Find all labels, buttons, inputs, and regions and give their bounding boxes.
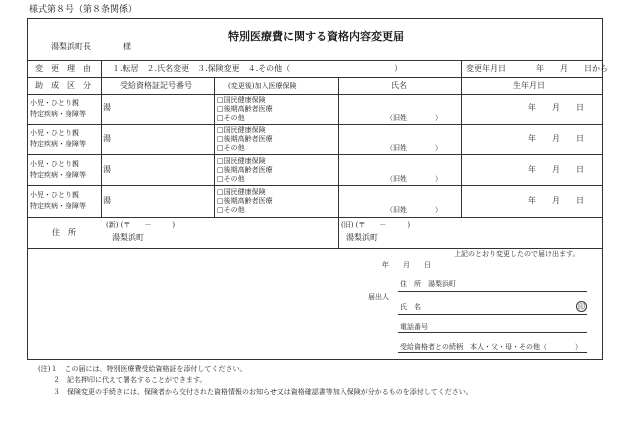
divider-line xyxy=(28,60,602,61)
divider-line xyxy=(461,60,462,77)
insurance-elderly-checkbox[interactable]: □後期高齢者医療 xyxy=(217,197,273,205)
underline xyxy=(398,332,587,333)
header-birthdate: 生年月日 xyxy=(513,81,545,90)
address-label: 住 所 xyxy=(52,228,76,237)
declaration-date-field[interactable]: 年 月 日 xyxy=(382,261,431,269)
cert-number-field[interactable]: 湯 xyxy=(103,196,111,205)
divider-line xyxy=(28,154,602,155)
old-postal-field[interactable]: (旧) (〒 － ) xyxy=(341,221,411,229)
row-category-2: 特定疾病・身障等 xyxy=(30,110,86,118)
row-category-1: 小児・ひとり親 xyxy=(30,191,79,199)
header-category: 助 成 区 分 xyxy=(35,81,91,90)
header-certificate: 受給資格証記号番号 xyxy=(120,81,192,90)
new-address-field[interactable]: 湯梨浜町 xyxy=(112,233,144,242)
divider-line xyxy=(28,185,602,186)
underline xyxy=(398,291,587,292)
birthdate-field[interactable]: 年 月 日 xyxy=(528,103,584,112)
divider-line xyxy=(28,217,602,218)
insurance-other-checkbox[interactable]: □その他 xyxy=(217,144,245,152)
phone-label: 電話番号 xyxy=(400,323,428,331)
note-2: ２ 記名押印に代えて署名することができます。 xyxy=(53,376,207,384)
row-category-2: 特定疾病・身障等 xyxy=(30,202,86,210)
divider-line xyxy=(101,77,102,217)
relationship-field[interactable]: 受給資格者との続柄 本人・父・母・その他（ ） xyxy=(400,343,582,351)
insurance-national-checkbox[interactable]: □国民健康保険 xyxy=(217,126,266,134)
seal-mark: 印 xyxy=(578,303,585,311)
reason-label: 変 更 理 由 xyxy=(35,64,91,73)
divider-line xyxy=(461,77,462,217)
row-category-2: 特定疾病・身障等 xyxy=(30,171,86,179)
former-name-field[interactable]: （旧姓 ） xyxy=(386,206,442,214)
divider-line xyxy=(28,94,602,95)
insurance-elderly-checkbox[interactable]: □後期高齢者医療 xyxy=(217,135,273,143)
cert-number-field[interactable]: 湯 xyxy=(103,134,111,143)
applicant-label: 届出人 xyxy=(368,293,389,301)
form-reference: 様式第８号（第８条関係） xyxy=(29,5,138,15)
former-name-field[interactable]: （旧姓 ） xyxy=(386,114,442,122)
old-address-field[interactable]: 湯梨浜町 xyxy=(346,233,378,242)
form-title: 特別医療費に関する資格内容変更届 xyxy=(228,30,404,43)
birthdate-field[interactable]: 年 月 日 xyxy=(528,134,584,143)
insurance-other-checkbox[interactable]: □その他 xyxy=(217,114,245,122)
row-category-1: 小児・ひとり親 xyxy=(30,99,79,107)
insurance-other-checkbox[interactable]: □その他 xyxy=(217,175,245,183)
divider-line xyxy=(338,77,339,248)
underline xyxy=(398,352,587,353)
birthdate-field[interactable]: 年 月 日 xyxy=(528,196,584,205)
birthdate-field[interactable]: 年 月 日 xyxy=(528,165,584,174)
former-name-field[interactable]: （旧姓 ） xyxy=(386,175,442,183)
insurance-national-checkbox[interactable]: □国民健康保険 xyxy=(217,188,266,196)
header-name: 氏名 xyxy=(391,81,407,90)
divider-line xyxy=(28,124,602,125)
row-category-1: 小児・ひとり親 xyxy=(30,129,79,137)
header-insurance: (変更後)加入医療保険 xyxy=(228,82,297,90)
cert-number-field[interactable]: 湯 xyxy=(103,165,111,174)
change-date-label: 変更年月日 xyxy=(466,64,506,73)
applicant-address-label: 住 所 xyxy=(400,280,421,288)
cert-number-field[interactable]: 湯 xyxy=(103,103,111,112)
insurance-elderly-checkbox[interactable]: □後期高齢者医療 xyxy=(217,166,273,174)
insurance-national-checkbox[interactable]: □国民健康保険 xyxy=(217,157,266,165)
new-postal-field[interactable]: (新) (〒 － ) xyxy=(106,221,176,229)
insurance-other-checkbox[interactable]: □その他 xyxy=(217,206,245,214)
divider-line xyxy=(28,248,602,249)
divider-line xyxy=(214,77,215,217)
reason-options: １.転居 ２.氏名変更 ３.保険変更 ４.その他（ ） xyxy=(112,64,403,73)
applicant-address-field[interactable]: 湯梨浜町 xyxy=(428,280,456,288)
row-category-2: 特定疾病・身障等 xyxy=(30,140,86,148)
insurance-national-checkbox[interactable]: □国民健康保険 xyxy=(217,96,266,104)
change-notification-form xyxy=(27,18,608,360)
note-3: ３ 保険変更の手続きには、保険者から交付された資格情報のお知らせ又は資格確認書等加入保険が分かるものを添付してください。 xyxy=(53,388,473,396)
addressee: 湯梨浜町長 様 xyxy=(51,42,131,51)
divider-line xyxy=(28,77,602,78)
change-date-value: 年 月 日から xyxy=(536,64,608,73)
insurance-elderly-checkbox[interactable]: □後期高齢者医療 xyxy=(217,105,273,113)
row-category-1: 小児・ひとり親 xyxy=(30,160,79,168)
underline xyxy=(398,314,587,315)
divider-line xyxy=(101,60,102,77)
applicant-name-label: 氏 名 xyxy=(400,303,421,311)
former-name-field[interactable]: （旧姓 ） xyxy=(386,144,442,152)
declaration-statement: 上記のとおり変更したので届け出ます。 xyxy=(454,250,580,258)
note-1: (注)１ この届には、特別医療費受給資格証を添付してください。 xyxy=(38,365,247,373)
